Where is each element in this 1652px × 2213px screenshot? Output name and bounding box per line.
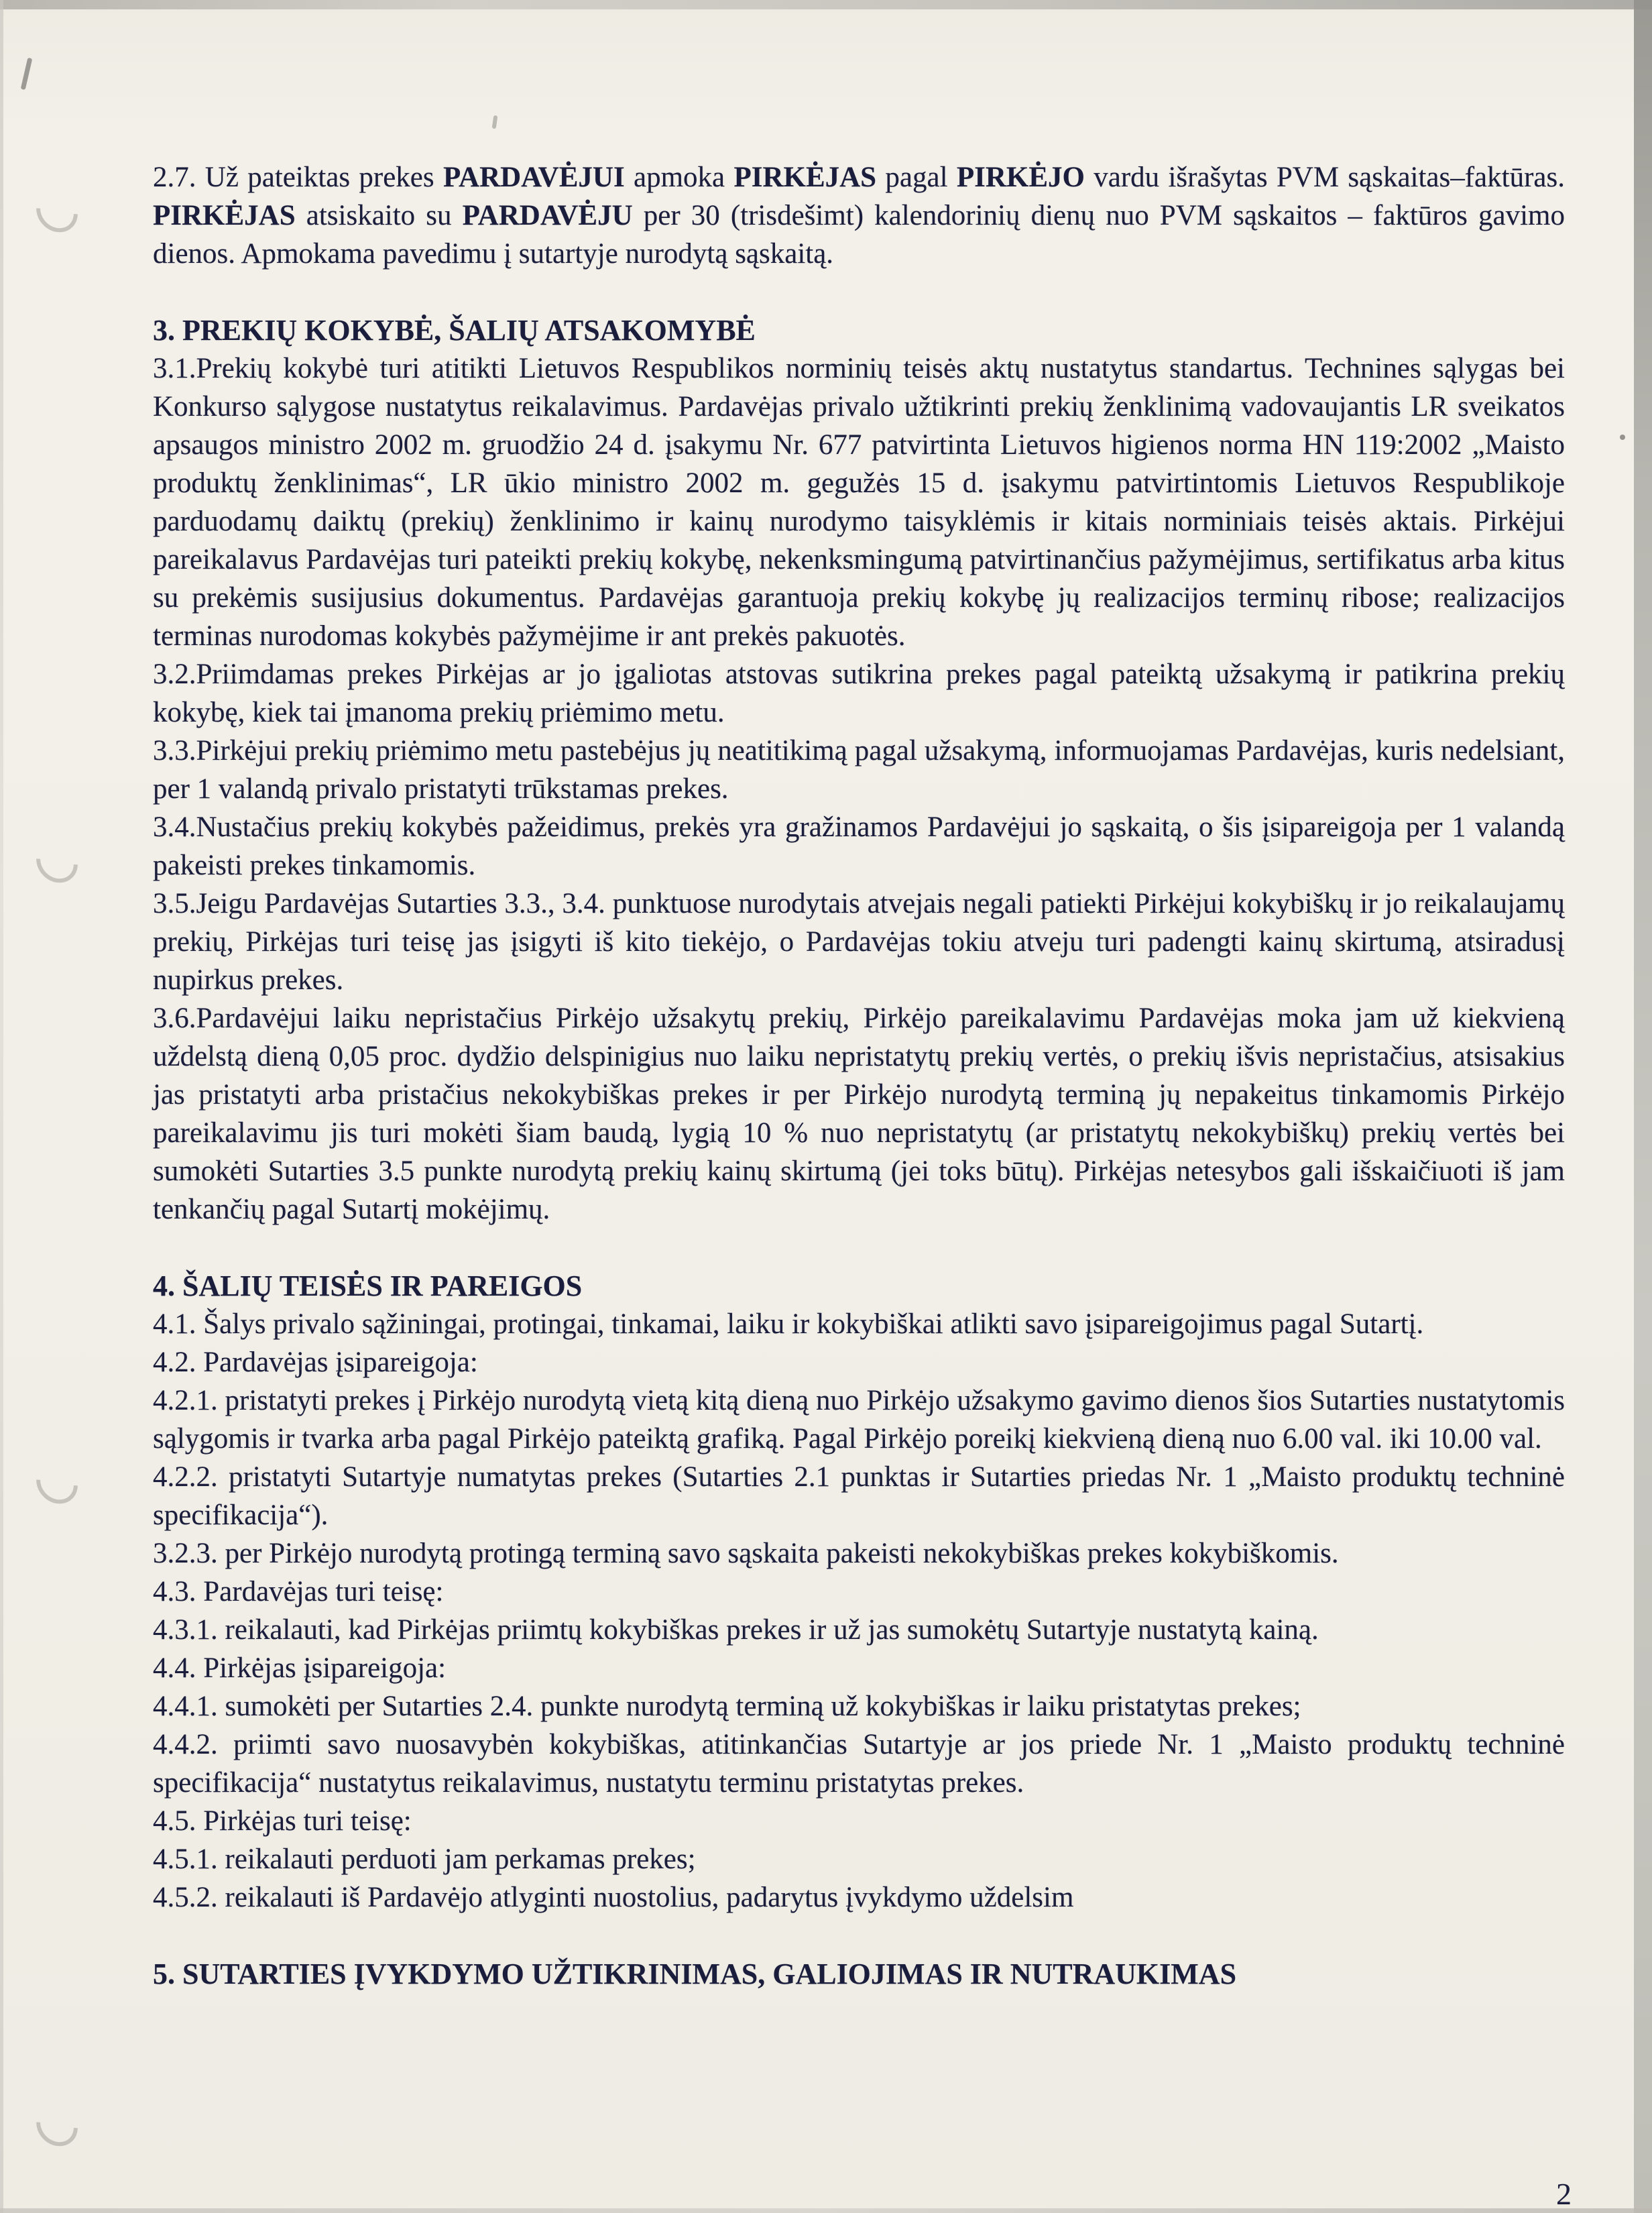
punch-hole-mark	[27, 2096, 86, 2155]
punch-hole-mark	[27, 182, 86, 241]
clause-3-3: 3.3.Pirkėjui prekių priėmimo metu pastebėjus jų neatitikimą pagal užsakymą, informuojamas Pardavėjas, kuris nedelsiant, per 1 valandą privalo pristatyti trūkstamas prekes.	[153, 735, 1565, 805]
punch-hole-mark	[27, 832, 86, 891]
section-5-heading: 5. SUTARTIES ĮVYKDYMO UŽTIKRINIMAS, GALIOJIMAS IR NUTRAUKIMAS	[153, 1957, 1237, 1990]
page-number: 2	[1556, 2177, 1572, 2211]
punch-hole-mark	[27, 1453, 86, 1512]
clause-4-4: 4.4. Pirkėjas įsipareigoja:	[153, 1652, 447, 1684]
clause-3-6: 3.6.Pardavėjui laiku nepristačius Pirkėjo užsakytų prekių, Pirkėjo pareikalavimu Pardavėjas moka jam už kiekvieną uždelstą dieną 0,05 proc. dydžio delspinigius nuo laiku nepristatytų prekių vertės, o prekių išvis nepristačius, atsisakius jas pristatyti arba pristačius nekokybiškas prekes ir per Pirkėjo nurodytą terminą jų nepakeitus tinkamomis Pirkėjo pareikalavimu jis turi mokėti šiam baudą, lygią 10 % nuo nepristatytų (ar pristatytų nekokybiškų) prekių vertės bei sumokėti Sutarties 3.5 punkte nurodytą prekių kainų skirtumą (jei toks būtų). Pirkėjas netesybos gali išskaičiuoti iš jam tenkančių pagal Sutartį mokėjimų.	[153, 1003, 1565, 1225]
clause-4-5-2: 4.5.2. reikalauti iš Pardavėjo atlyginti nuostolius, padarytus įvykdymo uždelsim	[153, 1882, 1074, 1913]
clause-4-4-2: 4.4.2. priimti savo nuosavybėn kokybiškas, atitinkančias Sutartyje ar jos priede Nr. 1 „Maisto produktų techninė specifikacija“ nustatytus reikalavimus, nustatytu terminu pristatytas prekes.	[153, 1729, 1565, 1799]
section-4-heading: 4. ŠALIŲ TEISĖS IR PAREIGOS	[153, 1269, 583, 1302]
clause-4-2-1: 4.2.1. pristatyti prekes į Pirkėjo nurodytą vietą kitą dieną nuo Pirkėjo užsakymo gavimo dienos šios Sutarties nustatytomis sąlygomis ir tvarka arba pagal Pirkėjo pateiktą grafiką. Pagal Pirkėjo poreikį kiekvieną dieną nuo 6.00 val. iki 10.00 val.	[153, 1385, 1565, 1455]
clause-4-5-1: 4.5.1. reikalauti perduoti jam perkamas prekes;	[153, 1843, 696, 1875]
scan-speck	[492, 115, 498, 129]
clause-4-5: 4.5. Pirkėjas turi teisę:	[153, 1805, 412, 1837]
clause-3-4: 3.4.Nustačius prekių kokybės pažeidimus, prekės yra gražinamos Pardavėjui jo sąskaitą, o šis įsipareigoja per 1 valandą pakeisti prekes tinkamomis.	[153, 811, 1565, 881]
clause-3-5: 3.5.Jeigu Pardavėjas Sutarties 3.3., 3.4. punktuose nurodytais atvejais negali patiekti Pirkėjui kokybiškų ir jo reikalaujamų prekių, Pirkėjas turi teisę jas įsigyti iš kito tiekėjo, o Pardavėjas tokiu atveju turi padengti kainų skirtumą, atsiradusį nupirkus prekes.	[153, 888, 1565, 996]
clause-4-4-1: 4.4.1. sumokėti per Sutarties 2.4. punkte nurodytą terminą už kokybiškas ir laiku pristatytas prekes;	[153, 1691, 1301, 1722]
clause-4-3: 4.3. Pardavėjas turi teisę:	[153, 1576, 444, 1607]
clause-3-2-3: 3.2.3. per Pirkėjo nurodytą protingą terminą savo sąskaita pakeisti nekokybiškas prekes kokybiškomis.	[153, 1538, 1339, 1569]
scan-edge-right	[1634, 0, 1652, 2213]
contract-body	[153, 158, 1565, 1993]
clause-4-2-2: 4.2.2. pristatyti Sutartyje numatytas prekes (Sutarties 2.1 punktas ir Sutarties priedas Nr. 1 „Maisto produktų techninė specifikacija“).	[153, 1461, 1565, 1531]
clause-4-1: 4.1. Šalys privalo sąžiningai, protingai, tinkamai, laiku ir kokybiškai atlikti savo įsipareigojimus pagal Sutartį.	[153, 1308, 1424, 1340]
scan-edge-top	[0, 0, 1652, 9]
clause-4-2: 4.2. Pardavėjas įsipareigoja:	[153, 1347, 478, 1378]
clause-3-1: 3.1.Prekių kokybė turi atitikti Lietuvos Respublikos norminių teisės aktų nustatytus standartus. Technines sąlygas bei Konkurso sąlygose nustatytus reikalavimus. Pardavėjas privalo užtikrinti prekių ženklinimą vadovaujantis LR sveikatos apsaugos ministro 2002 m. gruodžio 24 d. įsakymu Nr. 677 patvirtinta Lietuvos higienos norma HN 119:2002 „Maisto produktų ženklinimas“, LR ūkio ministro 2002 m. gegužės 15 d. įsakymu patvirtintomis Lietuvos Respublikoje parduodamų daiktų (prekių) ženklinimo ir kainų nurodymo taisyklėmis ir kitais norminiais teisės aktais. Pirkėjui pareikalavus Pardavėjas turi pateikti prekių kokybę, nekenksmingumą patvirtinančius pažymėjimus, sertifikatus arba kitus su prekėmis susijusius dokumentus. Pardavėjas garantuoja prekių kokybę jų realizacijos terminų ribose; realizacijos terminas nurodomas kokybės pažymėjime ir ant prekės pakuotės.	[153, 353, 1565, 652]
scan-speck	[1620, 435, 1625, 440]
section-3-heading: 3. PREKIŲ KOKYBĖ, ŠALIŲ ATSAKOMYBĖ	[153, 314, 756, 347]
scan-speck	[21, 58, 33, 90]
scan-edge-bottom	[0, 2208, 1652, 2213]
clause-4-3-1: 4.3.1. reikalauti, kad Pirkėjas priimtų kokybiškas prekes ir už jas sumokėtų Sutartyje nustatytą kainą.	[153, 1614, 1319, 1646]
clause-2-7: 2.7. Už pateiktas prekes PARDAVĖJUI apmoka PIRKĖJAS pagal PIRKĖJO vardu išrašytas PVM sąskaitas–faktūras. PIRKĖJAS atsiskaito su PARDAVĖJU per 30 (trisdešimt) kalendorinių dienų nuo PVM sąskaitos – faktūros gavimo dienos. Apmokama pavedimu į sutartyje nurodytą sąskaitą.	[153, 162, 1565, 270]
clause-3-2: 3.2.Priimdamas prekes Pirkėjas ar jo įgaliotas atstovas sutikrina prekes pagal pateiktą užsakymą ir patikrina prekių kokybę, kiek tai įmanoma prekių priėmimo metu.	[153, 659, 1565, 728]
scan-edge-left	[0, 0, 3, 2213]
